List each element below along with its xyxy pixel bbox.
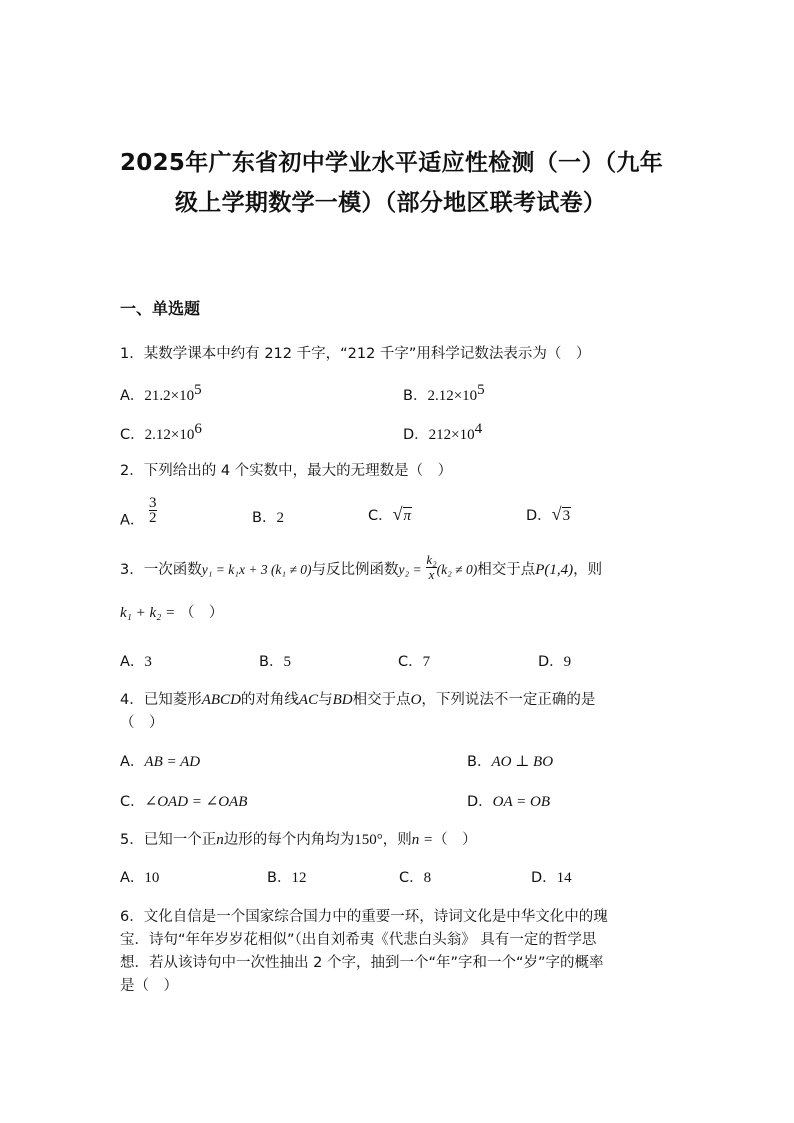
option-letter: C． [398, 654, 423, 670]
q5-option-b [267, 866, 306, 887]
q3-function-2-lhs: y₂ = [398, 562, 422, 577]
q2-option-d [526, 504, 571, 525]
radical-sign: √ [551, 504, 562, 524]
option-letter: B． [467, 754, 492, 770]
option-value: 8 [423, 870, 432, 886]
q4-text-3: 与 [318, 692, 333, 708]
radical-sign: √ [392, 504, 403, 524]
option-value: 5 [283, 654, 291, 670]
option-value: 2.12×10 [427, 387, 478, 404]
q3-text-3: 相交于点 [477, 562, 536, 578]
q5-option-c [399, 866, 431, 887]
numerator: 3 [149, 495, 157, 511]
question-4-line2: （ ） [120, 715, 164, 731]
page-title-line2: 级上学期数学一模）（部分地区联考试卷） [175, 190, 607, 216]
option-value: 10 [144, 870, 160, 886]
option-letter: D． [531, 870, 557, 886]
section-heading: 一、单选题 [120, 299, 201, 318]
denominator: 2 [149, 510, 157, 526]
question-6-line1: 6．文化自信是一个国家综合国力中的重要一环，诗词文化是中华文化中的瑰 [120, 909, 608, 925]
option-letter: B． [259, 654, 284, 670]
question-5 [120, 828, 477, 849]
q2-option-a [120, 496, 157, 530]
option-letter: C． [368, 508, 393, 524]
option-letter: C． [399, 870, 424, 886]
q3-function-1: y₁ = k₁x + 3 (k₁ ≠ 0) [201, 562, 312, 577]
q3-option-a [120, 650, 152, 671]
answer-blank: （ ） [179, 605, 224, 621]
q5-angle: 150° [354, 832, 383, 848]
q3-function-2-cond: (k₂ ≠ 0) [436, 562, 478, 577]
option-exponent: 4 [474, 421, 483, 437]
q5-option-a [120, 866, 159, 887]
question-1: 1．某数学课本中约有 212 千字，“212 千字”用科学记数法表示为（ ） [120, 346, 591, 362]
option-value: 9 [563, 654, 572, 670]
q5-option-d [531, 866, 572, 887]
q4-text-4: 相交于点 [352, 692, 411, 708]
q1-option-d [403, 421, 482, 444]
option-exponent: 6 [194, 421, 202, 437]
page-title-line1: 2025年广东省初中学业水平适应性检测（一）（九年 [120, 150, 664, 176]
q1-option-c [120, 421, 202, 444]
q1-option-a [120, 382, 202, 405]
q4-diagonal-2: BD [332, 692, 353, 708]
option-value: 12 [291, 870, 307, 886]
q4-text-1: 4．已知菱形 [120, 692, 202, 708]
option-value: AO ⊥ BO [491, 754, 554, 770]
q3-option-c [398, 650, 430, 671]
denominator: x [428, 566, 435, 582]
option-value: 2.12×10 [144, 426, 195, 443]
q3-option-d [538, 650, 571, 671]
q5-n: n [216, 832, 224, 848]
radicand: 3 [562, 508, 571, 524]
option-value: 14 [556, 870, 572, 886]
q4-option-a [120, 750, 200, 771]
option-letter: A． [120, 512, 145, 529]
q4-diagonal-1: AC [298, 692, 319, 708]
option-letter: A． [120, 754, 145, 770]
option-value: 3 [144, 654, 152, 670]
radicand: π [403, 508, 412, 524]
q4-point: O [410, 692, 422, 708]
q3-text-4: ，则 [573, 562, 603, 578]
answer-blank: （ ） [433, 832, 477, 848]
question-6-line3: 想．若从该诗句中一次性抽出 2 个字，抽到一个“年”字和一个“岁”字的概率 [120, 955, 604, 971]
q3-expression: k₁ + k₂ = [120, 605, 176, 621]
q4-option-c [120, 790, 247, 811]
fraction [149, 496, 157, 525]
question-2: 2．下列给出的 4 个实数中，最大的无理数是（ ） [120, 463, 453, 479]
q1-option-b [403, 382, 485, 405]
q3-fraction [426, 553, 436, 582]
q3-point: P(1,4) [535, 562, 574, 578]
option-letter: D． [403, 426, 429, 443]
option-value: 21.2×10 [144, 387, 195, 404]
numerator: k₂ [426, 551, 437, 567]
q2-option-b [252, 506, 284, 527]
q3-option-b [259, 650, 291, 671]
option-value: 7 [422, 654, 431, 670]
q5-text-1: 5．已知一个正 [120, 832, 217, 848]
option-value: ∠OAD = ∠OAB [144, 794, 248, 810]
option-letter: D． [538, 654, 564, 670]
q4-text-5: ，下列说法不一定正确的是 [421, 692, 596, 708]
option-letter: B． [403, 387, 428, 404]
option-value: 2 [276, 510, 284, 526]
option-value: OA = OB [492, 794, 551, 810]
question-4-line1 [120, 688, 595, 709]
q4-option-d [467, 790, 550, 811]
q5-expression: n = [411, 832, 434, 848]
option-exponent: 5 [194, 382, 202, 398]
sqrt-expression [393, 504, 412, 525]
option-letter: A． [120, 654, 145, 670]
option-letter: B． [267, 870, 292, 886]
option-letter: C． [120, 426, 145, 443]
option-letter: D． [526, 508, 552, 524]
option-letter: C． [120, 794, 145, 810]
option-exponent: 5 [477, 382, 485, 398]
option-letter: A． [120, 387, 145, 404]
q4-text-2: 的对角线 [240, 692, 299, 708]
question-6-line4: 是（ ） [120, 978, 178, 994]
option-value: AB = AD [144, 754, 201, 770]
q3-text-2: 与反比例函数 [311, 562, 399, 578]
q4-shape: ABCD [201, 692, 241, 708]
q5-text-2: 边形的每个内角均为 [223, 832, 355, 848]
q5-text-3: ，则 [382, 832, 412, 848]
question-3-line1 [120, 551, 603, 582]
q4-option-b [467, 750, 553, 771]
option-value: 212×10 [428, 426, 475, 443]
option-letter: A． [120, 870, 145, 886]
question-6-line2: 宝．诗句“年年岁岁花相似”（出自刘希夷《代悲白头翁》 具有一定的哲学思 [120, 932, 597, 948]
option-letter: D． [467, 794, 493, 810]
option-letter: B． [252, 510, 277, 526]
q3-text-1: 3．一次函数 [120, 562, 202, 578]
sqrt-expression [552, 504, 571, 525]
question-3-line2 [120, 601, 223, 622]
q2-option-c [368, 504, 412, 525]
